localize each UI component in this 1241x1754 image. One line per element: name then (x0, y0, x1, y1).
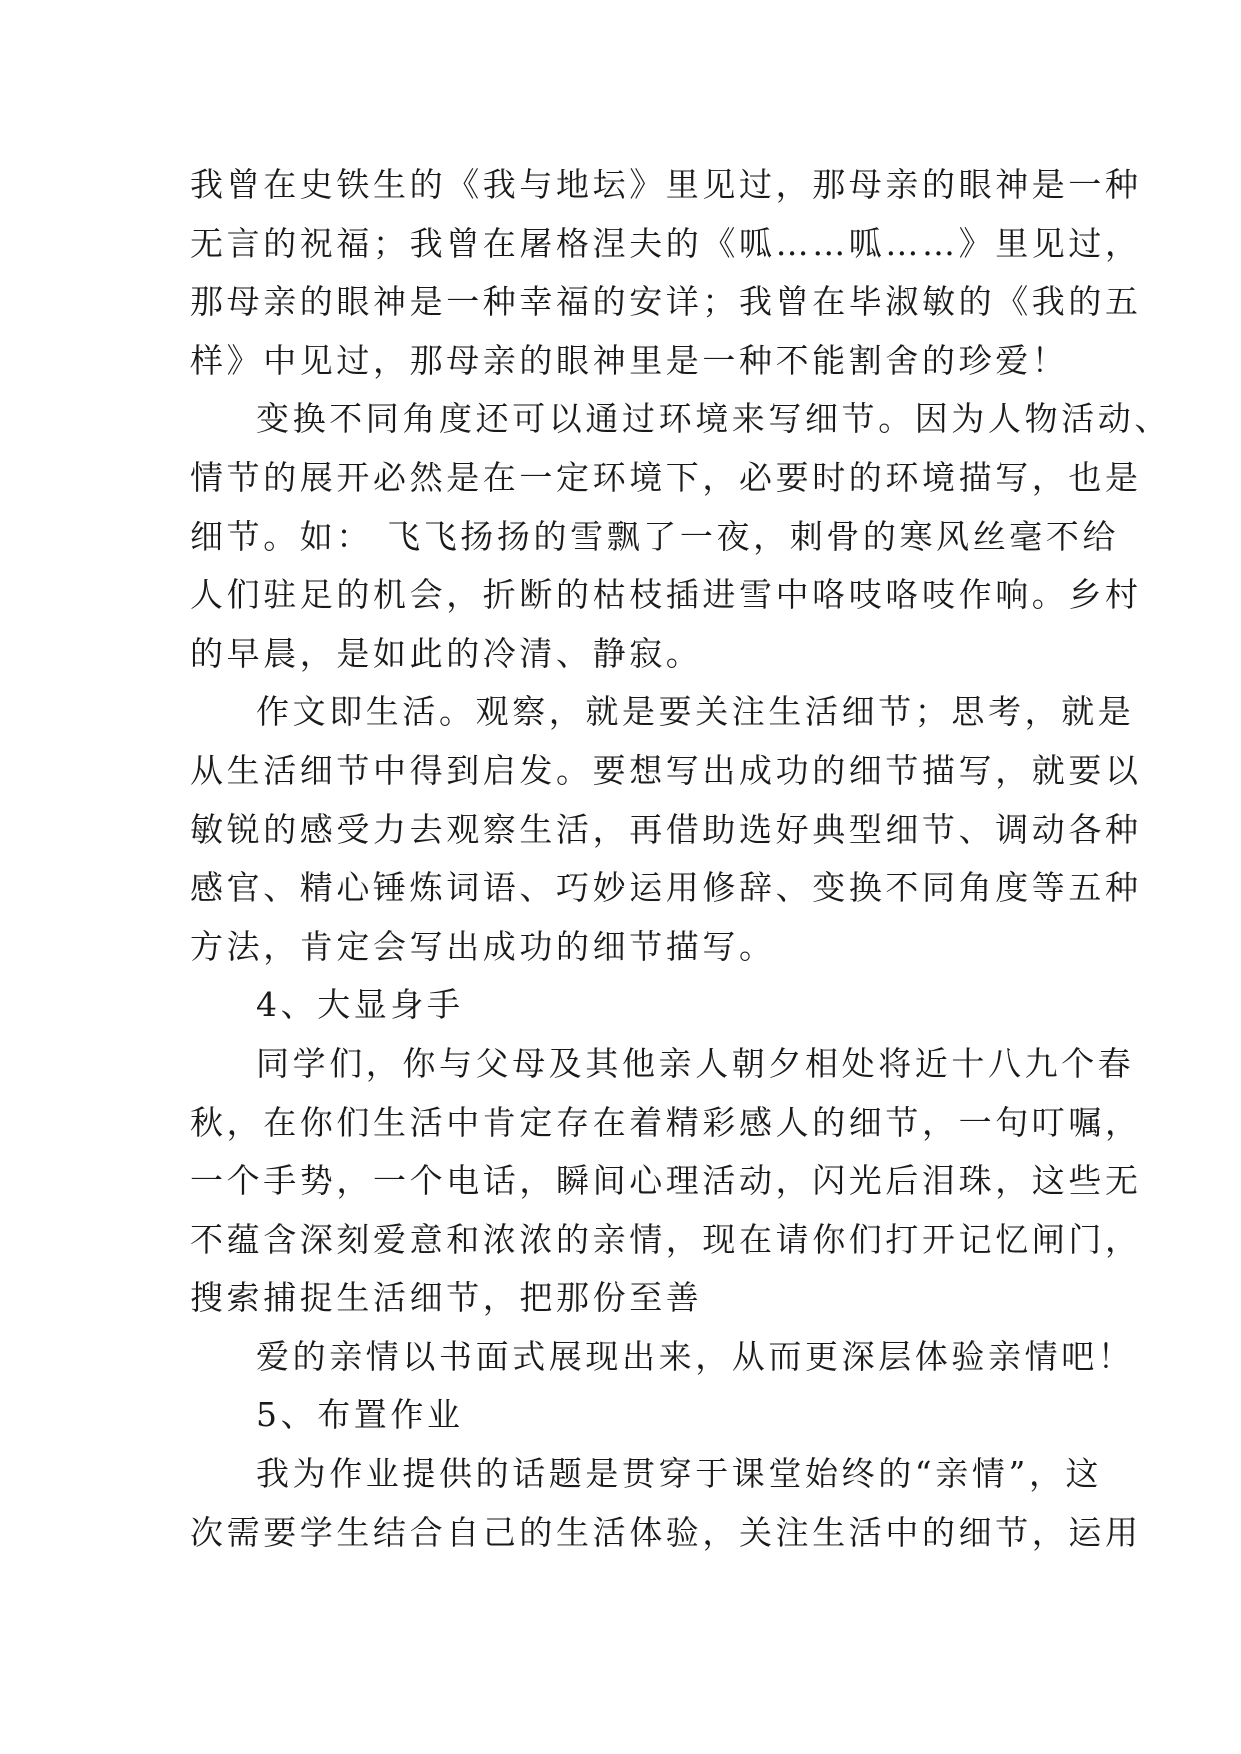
text-line: 搜索捕捉生活细节，把那份至善 (190, 1278, 703, 1318)
text-line: 爱的亲情以书面式展现出来，从而更深层体验亲情吧！ (256, 1336, 1135, 1376)
text-line: 无言的祝福；我曾在屠格涅夫的《呱……呱……》里见过， (190, 223, 1142, 263)
section-heading: 5、布置作业 (256, 1395, 464, 1435)
text-line: 我曾在史铁生的《我与地坛》里见过，那母亲的眼神是一种 (190, 165, 1142, 204)
text-line: 的早晨，是如此的冷清、静寂。 (190, 633, 703, 673)
text-line: 变换不同角度还可以通过环境来写细节。因为人物活动、 (256, 399, 1171, 439)
body-text (190, 156, 1171, 1562)
text-line: 方法，肯定会写出成功的细节描写。 (190, 926, 776, 966)
text-line: 不蕴含深刻爱意和浓浓的亲情，现在请你们打开记忆闸门， (190, 1219, 1142, 1259)
text-line: 情节的展开必然是在一定环境下，必要时的环境描写，也是 (190, 457, 1142, 497)
text-line: 秋，在你们生活中肯定存在着精彩感人的细节，一句叮嘱， (190, 1102, 1142, 1142)
text-line: 从生活细节中得到启发。要想写出成功的细节描写，就要以 (190, 750, 1142, 790)
text-line: 一个手势，一个电话，瞬间心理活动，闪光后泪珠，这些无 (190, 1161, 1142, 1201)
text-line: 敏锐的感受力去观察生活，再借助选好典型细节、调动各种 (190, 809, 1142, 849)
text-line: 我为作业提供的话题是贯穿于课堂始终的“亲情”，这 (256, 1454, 1103, 1494)
text-line: 那母亲的眼神是一种幸福的安详；我曾在毕淑敏的《我的五 (190, 282, 1142, 322)
section-heading: 4、大显身手 (256, 985, 464, 1025)
text-line: 样》中见过，那母亲的眼神里是一种不能割舍的珍爱！ (190, 340, 1069, 380)
text-line: 人们驻足的机会，折断的枯枝插进雪中咯吱咯吱作响。乡村 (190, 575, 1142, 615)
text-line: 感官、精心锤炼词语、巧妙运用修辞、变换不同角度等五种 (190, 868, 1142, 908)
text-line: 同学们，你与父母及其他亲人朝夕相处将近十八九个春 (256, 1043, 1135, 1083)
text-line: 细节。如： 飞飞扬扬的雪飘了一夜，刺骨的寒风丝毫不给 (190, 516, 1120, 556)
text-line: 次需要学生结合自己的生活体验，关注生活中的细节，运用 (190, 1512, 1142, 1552)
text-line: 作文即生活。观察，就是要关注生活细节；思考，就是 (256, 692, 1135, 732)
